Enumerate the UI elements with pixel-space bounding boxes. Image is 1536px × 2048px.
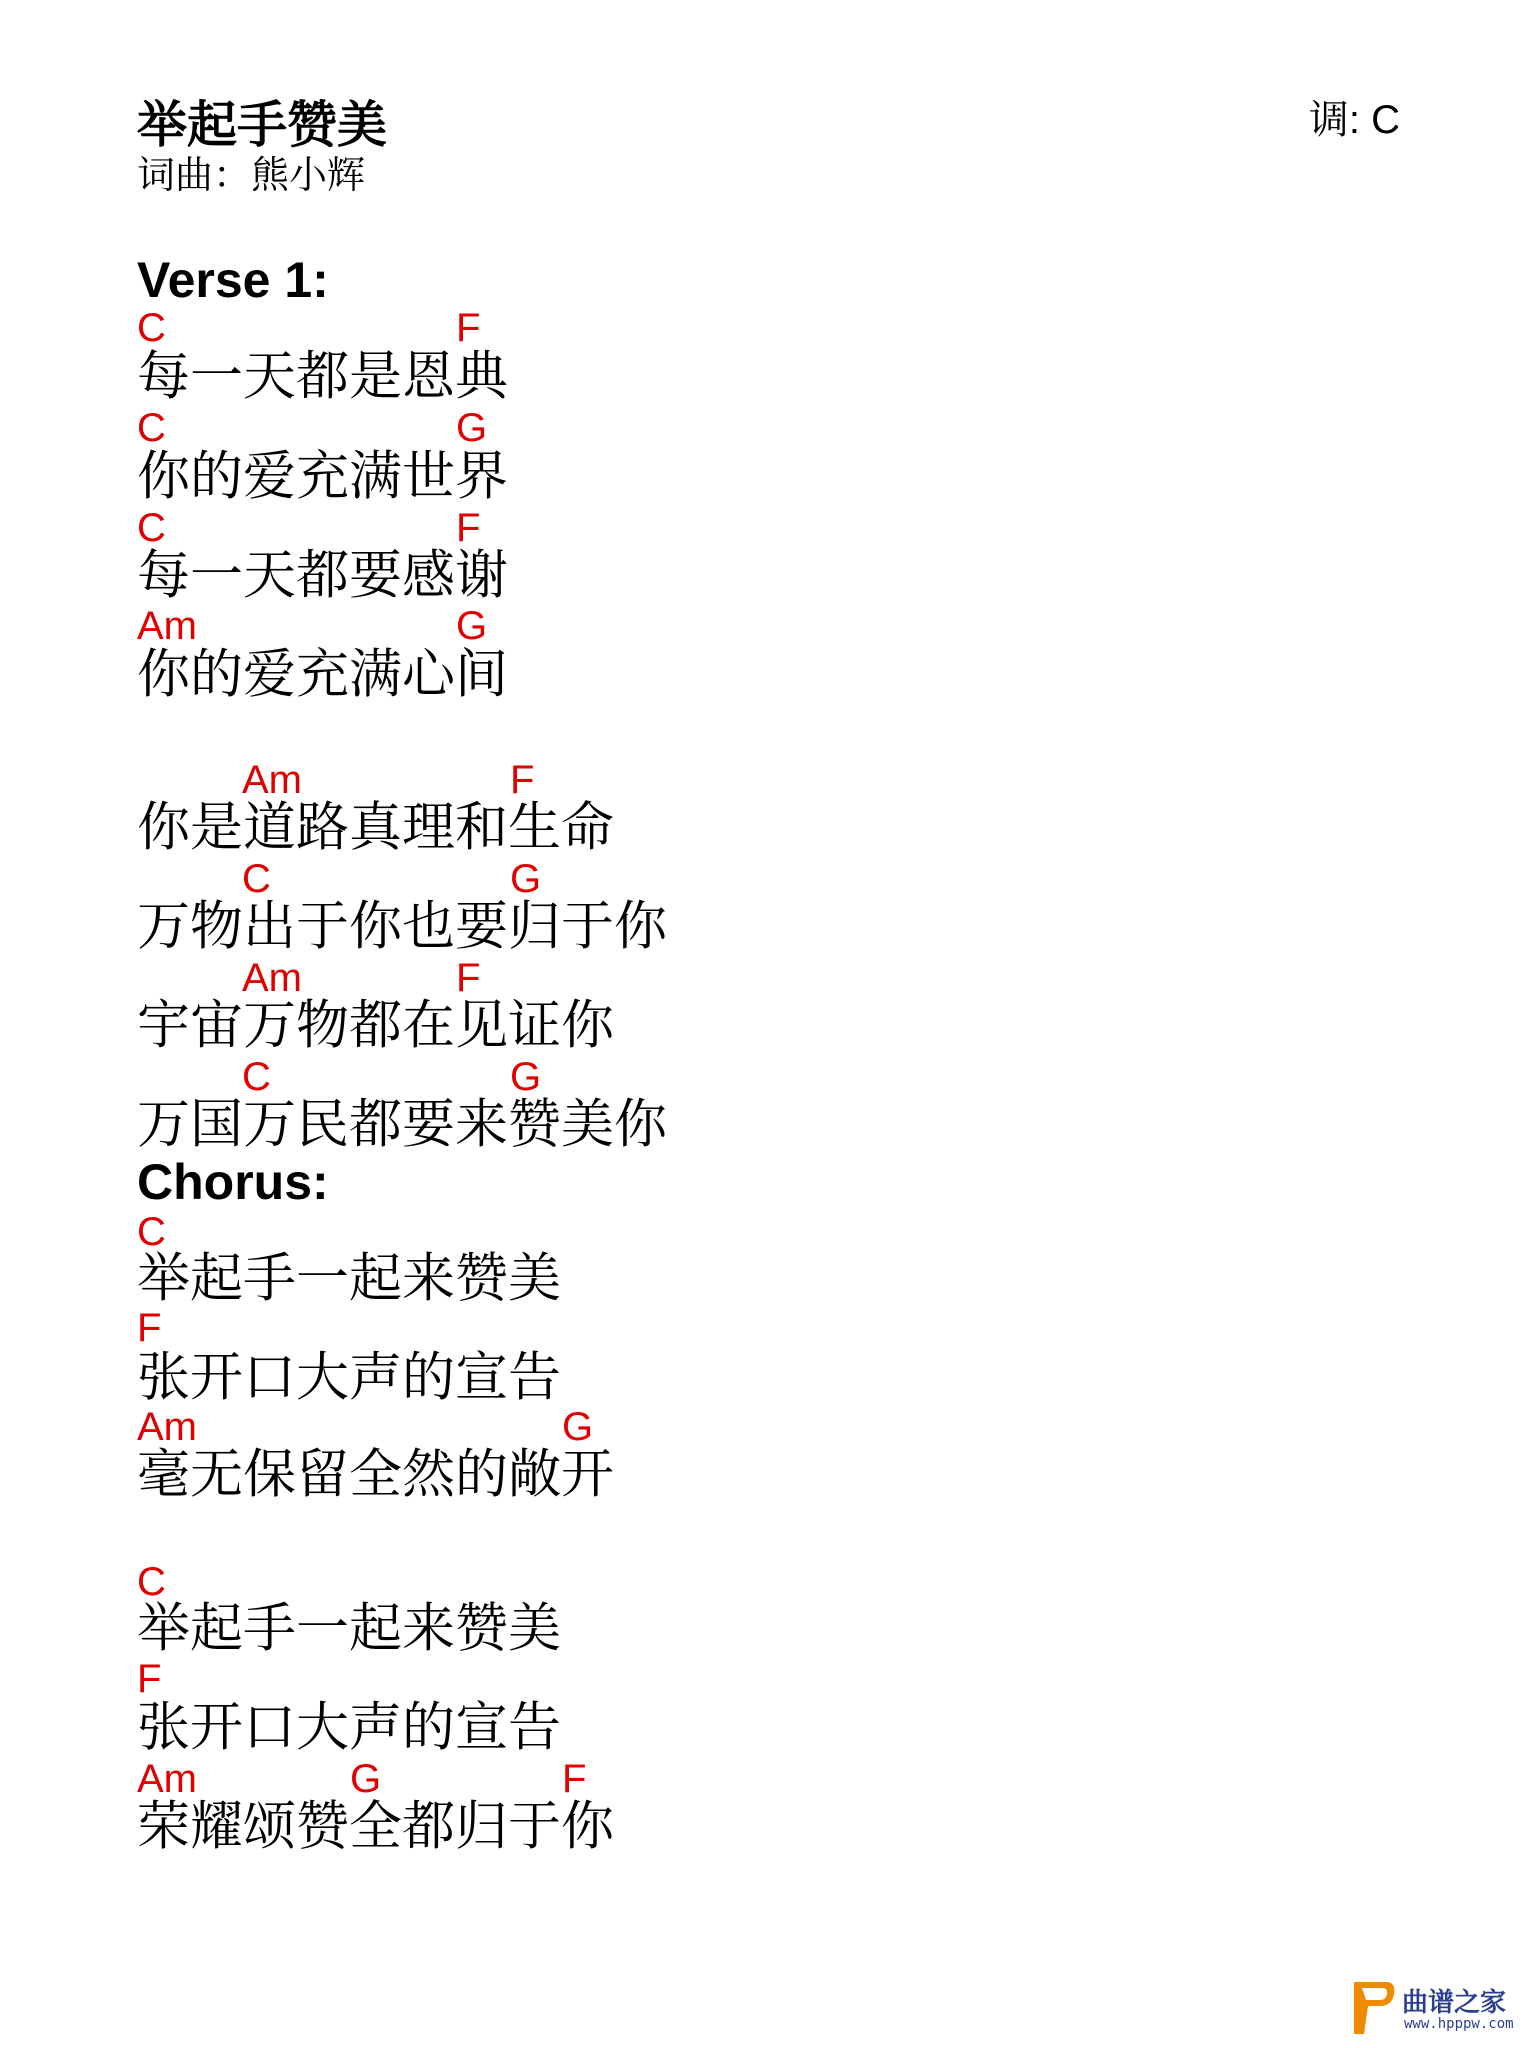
lyric-line: 每一天都要感谢 bbox=[137, 545, 508, 606]
chord: C bbox=[137, 1560, 166, 1604]
lyric-line: 宇宙万物都在见证你 bbox=[137, 995, 614, 1056]
lyric-line: 你是道路真理和生命 bbox=[137, 797, 614, 858]
lyric-line: 举起手一起来赞美 bbox=[137, 1598, 561, 1659]
chord: F bbox=[456, 506, 481, 550]
lyric-line: 万物出于你也要归于你 bbox=[137, 896, 667, 957]
credits: 词曲：熊小辉 bbox=[137, 153, 366, 197]
site-watermark bbox=[1346, 1978, 1526, 2040]
chord: C bbox=[137, 306, 166, 350]
chord: G bbox=[510, 857, 542, 901]
section-heading-verse: Verse 1: bbox=[137, 252, 329, 308]
chord: G bbox=[456, 406, 488, 450]
site-name: 曲谱之家 bbox=[1402, 1988, 1507, 2018]
chord: F bbox=[456, 306, 481, 350]
chord: Am bbox=[137, 604, 197, 648]
lyric-line: 张开口大声的宣告 bbox=[137, 1347, 561, 1408]
chord: C bbox=[242, 857, 271, 901]
chord: F bbox=[562, 1757, 587, 1801]
lyric-line: 万国万民都要来赞美你 bbox=[137, 1094, 667, 1155]
chord: Am bbox=[242, 956, 302, 1000]
chord: C bbox=[137, 1210, 166, 1254]
chord: G bbox=[456, 604, 488, 648]
lyric-line: 张开口大声的宣告 bbox=[137, 1697, 561, 1758]
lyric-line: 举起手一起来赞美 bbox=[137, 1248, 561, 1309]
chord: F bbox=[510, 758, 535, 802]
chord: G bbox=[350, 1757, 382, 1801]
song-title: 举起手赞美 bbox=[137, 96, 387, 154]
lyric-line: 毫无保留全然的敞开 bbox=[137, 1444, 614, 1505]
chord: G bbox=[510, 1055, 542, 1099]
song-key: 调: C bbox=[1308, 98, 1400, 142]
lyric-line: 荣耀颂赞全都归于你 bbox=[137, 1796, 614, 1857]
chord: F bbox=[137, 1306, 162, 1350]
lyric-line: 每一天都是恩典 bbox=[137, 346, 508, 407]
chord: C bbox=[137, 406, 166, 450]
site-logo-icon bbox=[1346, 1978, 1398, 2038]
chord: G bbox=[562, 1405, 594, 1449]
chord: F bbox=[456, 956, 481, 1000]
section-heading-chorus: Chorus: bbox=[137, 1154, 329, 1210]
chord: Am bbox=[137, 1405, 197, 1449]
chord: C bbox=[242, 1055, 271, 1099]
lyric-line: 你的爱充满心间 bbox=[137, 644, 508, 705]
chord: Am bbox=[242, 758, 302, 802]
lyric-line: 你的爱充满世界 bbox=[137, 446, 508, 507]
site-url: www.hpppw.com bbox=[1404, 2016, 1514, 2032]
chord: C bbox=[137, 506, 166, 550]
chord: F bbox=[137, 1657, 162, 1701]
chord: Am bbox=[137, 1757, 197, 1801]
